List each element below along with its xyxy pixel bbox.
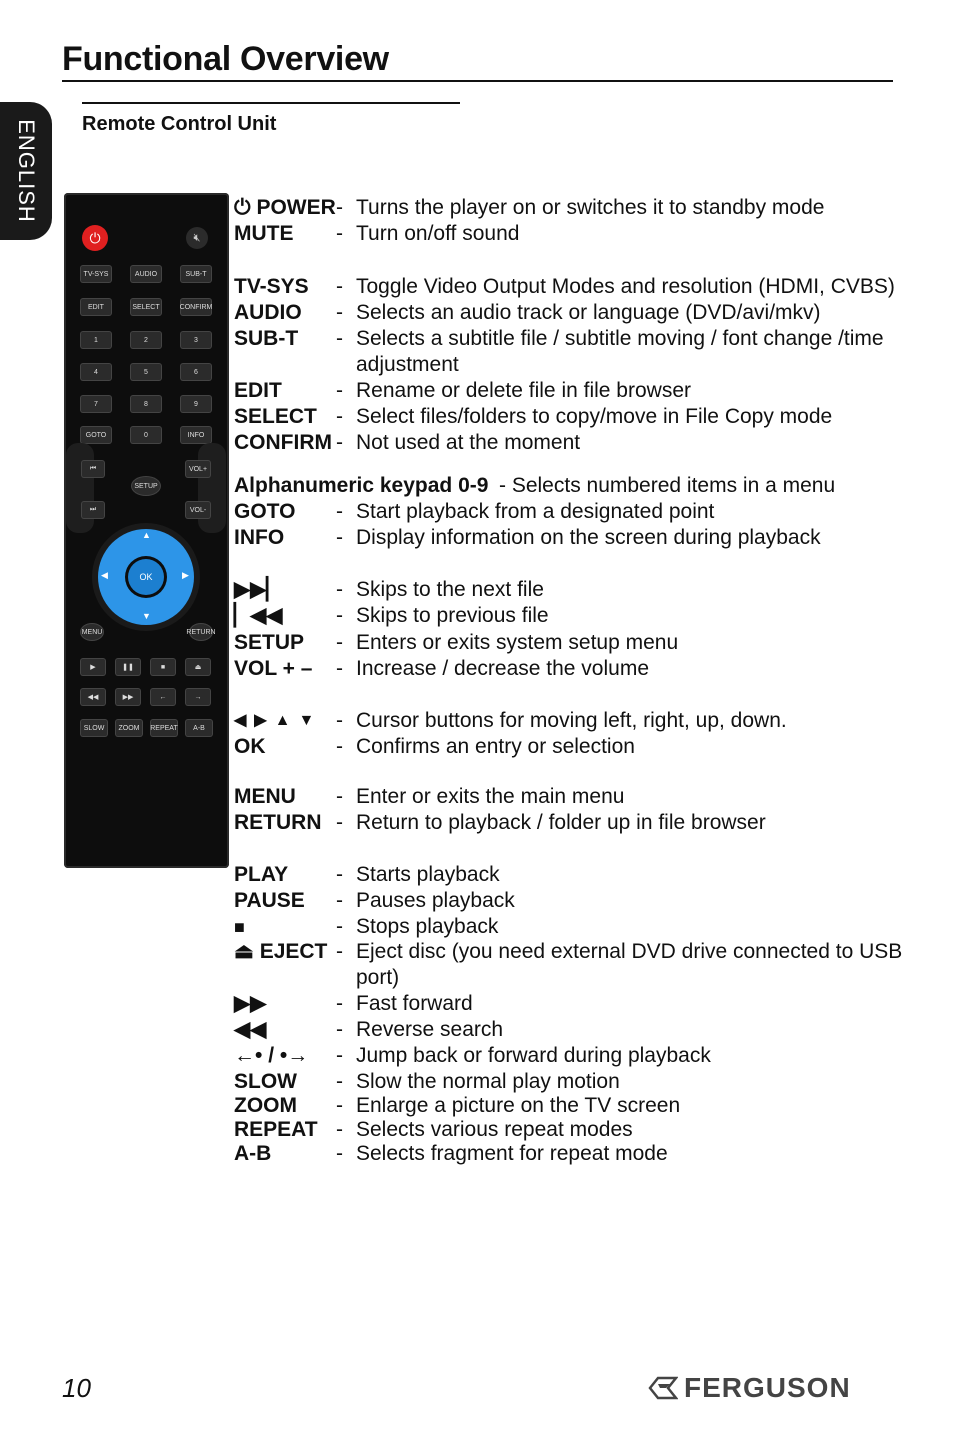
key-description: Increase / decrease the volume: [356, 657, 649, 680]
remote-key: 1: [81, 332, 111, 348]
separator: -: [336, 196, 343, 219]
stop-icon: ■: [234, 917, 245, 937]
separator: -: [336, 578, 343, 601]
separator: -: [336, 604, 343, 627]
key-description: Enters or exits system setup menu: [356, 631, 679, 654]
key-label: GOTO: [234, 500, 296, 523]
key-description: Not used at the moment: [356, 431, 581, 454]
eject-icon: ⏏: [186, 659, 210, 675]
brand-name: FERGUSON: [684, 1372, 851, 1403]
ferguson-logo-icon: [648, 1376, 678, 1400]
separator: -: [336, 811, 343, 834]
key-description: Reverse search: [356, 1018, 504, 1041]
key-label: TV-SYS: [234, 275, 309, 298]
next-track-icon: ▶▶▏: [234, 578, 283, 601]
remote-key: VOL-: [186, 502, 210, 518]
remote-key: 9: [181, 396, 211, 412]
remote-key: SLOW: [81, 720, 107, 736]
separator: -: [336, 940, 343, 963]
separator: -: [336, 222, 343, 245]
remote-key: 8: [131, 396, 161, 412]
key-description: Fast forward: [356, 992, 473, 1015]
key-description: Turn on/off sound: [356, 222, 520, 245]
brand-logo: [648, 1374, 851, 1402]
remote-key: GOTO: [81, 427, 111, 443]
rewind-icon: ◀◀: [234, 1018, 267, 1041]
key-description: Enter or exits the main menu: [356, 785, 625, 808]
separator: -: [336, 1044, 343, 1067]
power-icon: ⏻: [82, 225, 108, 251]
key-description: Selects various repeat modes: [356, 1118, 633, 1141]
jump-back-icon: ←•: [234, 1044, 263, 1067]
key-description: Rename or delete file in file browser: [356, 379, 691, 402]
key-description: port): [356, 966, 400, 989]
key-description: Cursor buttons for moving left, right, up, down.: [356, 709, 787, 732]
page-title: Functional Overview: [62, 40, 389, 78]
remote-key: EDIT: [81, 299, 111, 315]
key-label: SUB-T: [234, 327, 299, 350]
separator: -: [336, 301, 343, 324]
key-description: Turns the player on or switches it to standby mode: [356, 196, 825, 219]
key-label: PAUSE: [234, 889, 305, 912]
key-description: Toggle Video Output Modes and resolution (HDMI, CVBS): [356, 275, 895, 298]
previous-track-icon: ⏮: [82, 461, 104, 477]
fast-forward-icon: ▶▶: [116, 689, 140, 705]
separator: -: [336, 631, 343, 654]
separator: -: [336, 1094, 343, 1117]
key-label: RETURN: [234, 811, 322, 834]
eject-icon: ⏏: [234, 940, 254, 963]
separator: -: [336, 379, 343, 402]
remote-key: SELECT: [131, 299, 161, 315]
separator: -: [336, 889, 343, 912]
key-label: ZOOM: [234, 1094, 297, 1117]
remote-key: 6: [181, 364, 211, 380]
key-label: INFO: [234, 526, 285, 549]
section-title: Remote Control Unit: [82, 113, 277, 135]
key-label: MENU: [234, 785, 296, 808]
key-label: SLOW: [234, 1070, 297, 1093]
key-description: Selects a subtitle file / subtitle moving / font change /time: [356, 327, 884, 350]
language-tab: [0, 102, 52, 240]
separator: -: [336, 526, 343, 549]
separator: -: [336, 405, 343, 428]
separator: -: [336, 431, 343, 454]
remote-key: VOL+: [186, 461, 210, 477]
separator: -: [336, 785, 343, 808]
jump-back-icon: ←: [151, 689, 175, 705]
language-label: ENGLISH: [14, 119, 39, 223]
separator: -: [336, 275, 343, 298]
pause-icon: ❚❚: [116, 659, 140, 675]
remote-key: 0: [131, 427, 161, 443]
remote-key: CONFIRM: [181, 299, 211, 315]
key-label: REPEAT: [234, 1118, 318, 1141]
separator: -: [336, 657, 343, 680]
remote-key: A-B: [186, 720, 212, 736]
remote-key: 2: [131, 332, 161, 348]
jump-forward-icon: •→: [279, 1044, 309, 1067]
key-label: SETUP: [234, 631, 305, 654]
key-description: Jump back or forward during playback: [356, 1044, 711, 1067]
key-label: VOL + –: [234, 657, 313, 680]
key-description: Start playback from a designated point: [356, 500, 715, 523]
key-description: Selects an audio track or language (DVD/avi/mkv): [356, 301, 821, 324]
key-label: EDIT: [234, 379, 282, 402]
remote-key: ZOOM: [116, 720, 142, 736]
remote-key: 7: [81, 396, 111, 412]
page-number: 10: [62, 1373, 91, 1403]
title-divider: [62, 80, 893, 82]
separator: -: [336, 735, 343, 758]
key-description: Skips to previous file: [356, 604, 549, 627]
key-description: Selects fragment for repeat mode: [356, 1142, 668, 1165]
remote-key: 3: [181, 332, 211, 348]
key-description: adjustment: [356, 353, 459, 376]
stop-icon: ■: [151, 659, 175, 675]
separator: -: [336, 709, 343, 732]
key-label: SELECT: [234, 405, 317, 428]
remote-key: MENU: [81, 624, 103, 640]
key-description: Starts playback: [356, 863, 500, 886]
up-arrow-icon: ▲: [142, 530, 151, 540]
remote-key: INFO: [181, 427, 211, 443]
down-arrow-icon: ▼: [142, 611, 151, 621]
remote-side-groove: [198, 443, 226, 533]
key-description: Enlarge a picture on the TV screen: [356, 1094, 681, 1117]
remote-key: SETUP: [132, 477, 160, 495]
remote-key: 5: [131, 364, 161, 380]
key-description: Return to playback / folder up in file browser: [356, 811, 766, 834]
left-arrow-icon: ◀: [101, 570, 108, 580]
remote-key: TV-SYS: [81, 266, 111, 282]
separator: -: [336, 915, 343, 938]
remote-key: OK: [128, 559, 164, 595]
key-label: Alphanumeric keypad 0-9: [234, 474, 489, 497]
cursor-arrows-icon: ◀ ▶ ▲ ▼: [234, 712, 315, 729]
next-track-icon: ⏭: [82, 502, 104, 518]
key-label: OK: [234, 735, 266, 758]
jump-forward-icon: →: [186, 689, 210, 705]
key-label: MUTE: [234, 222, 294, 245]
remote-key: SUB-T: [181, 266, 211, 282]
key-description: Eject disc (you need external DVD drive connected to USB: [356, 940, 903, 963]
key-label: CONFIRM: [234, 431, 332, 454]
key-description: Select files/folders to copy/move in File Copy mode: [356, 405, 833, 428]
rewind-icon: ◀◀: [81, 689, 105, 705]
key-description: Slow the normal play motion: [356, 1070, 620, 1093]
key-label: A-B: [234, 1142, 272, 1165]
separator: -: [336, 327, 343, 350]
remote-key: AUDIO: [131, 266, 161, 282]
section-divider: [82, 102, 460, 104]
key-description: Pauses playback: [356, 889, 515, 912]
play-icon: ▶: [81, 659, 105, 675]
mute-icon: 🔇︎: [186, 227, 208, 249]
power-icon: ⏻: [234, 196, 251, 219]
separator: -: [336, 1018, 343, 1041]
key-description: Confirms an entry or selection: [356, 735, 635, 758]
remote-key: 4: [81, 364, 111, 380]
separator: -: [336, 500, 343, 523]
key-label: PLAY: [234, 863, 289, 886]
separator: -: [336, 863, 343, 886]
key-description: Skips to the next file: [356, 578, 544, 601]
remote-control-image: [64, 193, 229, 868]
separator: -: [336, 992, 343, 1015]
remote-key: REPEAT: [151, 720, 177, 736]
right-arrow-icon: ▶: [182, 570, 189, 580]
fast-forward-icon: ▶▶: [234, 992, 267, 1015]
key-description: Display information on the screen during playback: [356, 526, 821, 549]
separator: -: [336, 1118, 343, 1141]
key-label: ←• / •→: [234, 1044, 309, 1067]
remote-key: RETURN: [190, 624, 212, 640]
separator: -: [336, 1142, 343, 1165]
separator: -: [336, 1070, 343, 1093]
previous-track-icon: ▏◀◀: [234, 604, 283, 627]
key-description: Stops playback: [356, 915, 499, 938]
remote-side-groove: [66, 443, 94, 533]
key-label: ⏏ EJECT: [234, 940, 328, 963]
key-description: - Selects numbered items in a menu: [499, 474, 836, 497]
key-label: ⏻ POWER: [234, 196, 336, 219]
key-label: AUDIO: [234, 301, 302, 324]
